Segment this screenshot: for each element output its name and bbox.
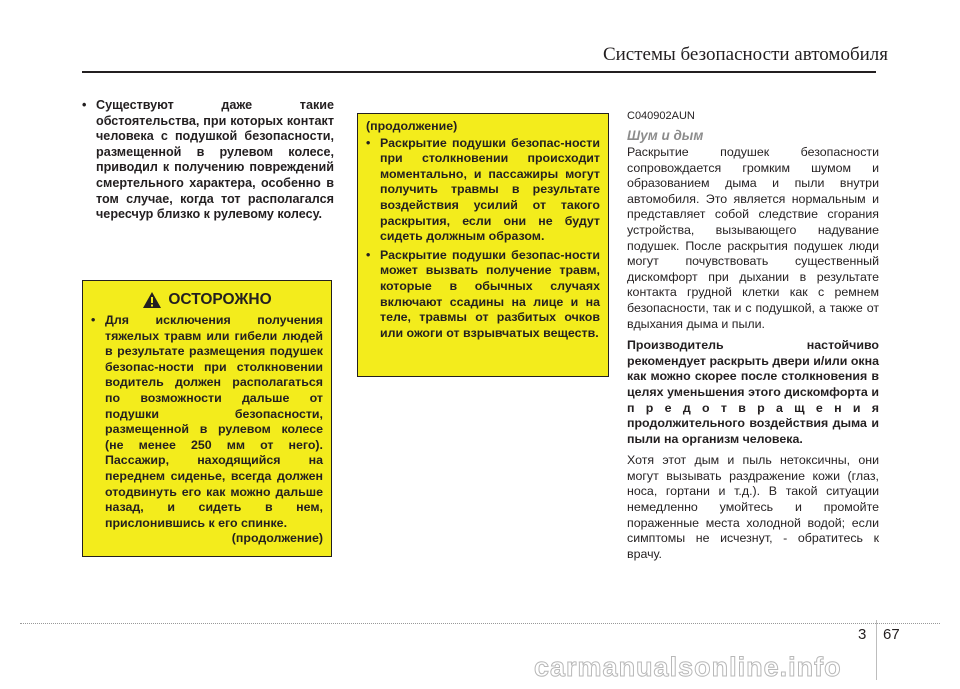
warning-triangle-icon	[142, 291, 162, 309]
watermark: carmanualsonline.info	[534, 652, 842, 682]
right-column	[627, 110, 879, 568]
paragraph-3: Хотя этот дым и пыль нетоксичны, они могут вызывать раздражение кожи (глаз, носа, гортани и т.д.). В такой ситуации немедленно умойтесь и промойте пораженные места холодной водой; если симптомы не исчезнут, - обратитесь к врачу.	[627, 453, 879, 561]
paragraph-2: Производитель настойчиво рекомендует раскрыть двери и/или окна как можно скорее после столкновения в целях уменьшения этого дискомфорта и п р е д о т в р а щ е н и я продолжительного воздействия дыма и пыли на организм человека.	[627, 338, 879, 446]
continued-bullet-1: • Раскрытие подушки безопас-ности при столкновении происходит моментально, и пассажиры могут получить травмы в результате воздействия усилий от такого раскрытия, если они не будут сидеть должным образом.	[366, 136, 600, 245]
header-rule	[82, 71, 876, 73]
left-column	[82, 98, 334, 223]
intro-bullet: • Существуют даже такие обстоятельства, при которых контакт человека с подушкой безопасности, размещенной в рулевом колесе, приводил к получению повреждений смертельного характера, особенно в том случае, когда тот располагался чересчур близко к рулевому колесу.	[82, 98, 334, 223]
page-number: 67	[883, 626, 900, 643]
section-title: Системы безопасности автомобиля	[602, 44, 888, 65]
chapter-number: 3	[858, 626, 867, 643]
continued-bullet-2: • Раскрытие подушки безопас-ности может вызвать получение травм, которые в обычных случаях включают ссадины на лице и на теле, травмы от разбитых очков или ожоги от взрывчатых веществ.	[366, 248, 600, 342]
paragraph-1: Раскрытие подушек безопасности сопровождается громким шумом и образованием дыма и пыли внутри автомобиля. Это является нормальным и представляет собой следствие сгорания устройства, вызывающего надувание подушек. После раскрытия подушек люди могут почувствовать существенный дискомфорт при дыхании в результате контакта грудной клетки как с ремнем безопасности, так и с подушкой, а также от вдыхания дыма и пыли.	[627, 145, 879, 331]
continued-box	[357, 113, 609, 377]
section-subtitle: Шум и дым	[627, 128, 704, 143]
footer-rule	[20, 623, 940, 624]
warning-title: ОСТОРОЖНО	[168, 291, 272, 308]
warning-header	[91, 291, 323, 309]
warning-bullet: • Для исключения получения тяжелых травм или гибели людей в результате размещения подушек безопас-ности при столкновении водитель должен располагаться по возможности дальше от подушки безопасности, размещенной в рулевом колесе (не менее 250 мм от него). Пассажир, находящийся на переднем сиденье, всегда должен отодвинуть его как можно дальше назад, и сидеть в нем, прислонившись к его спинке.	[91, 313, 323, 531]
continued-header: (продолжение)	[366, 119, 458, 133]
warning-continued: (продолжение)	[231, 531, 323, 546]
page-divider	[876, 620, 877, 680]
warning-box	[82, 280, 332, 557]
section-code: C040902AUN	[627, 110, 695, 122]
